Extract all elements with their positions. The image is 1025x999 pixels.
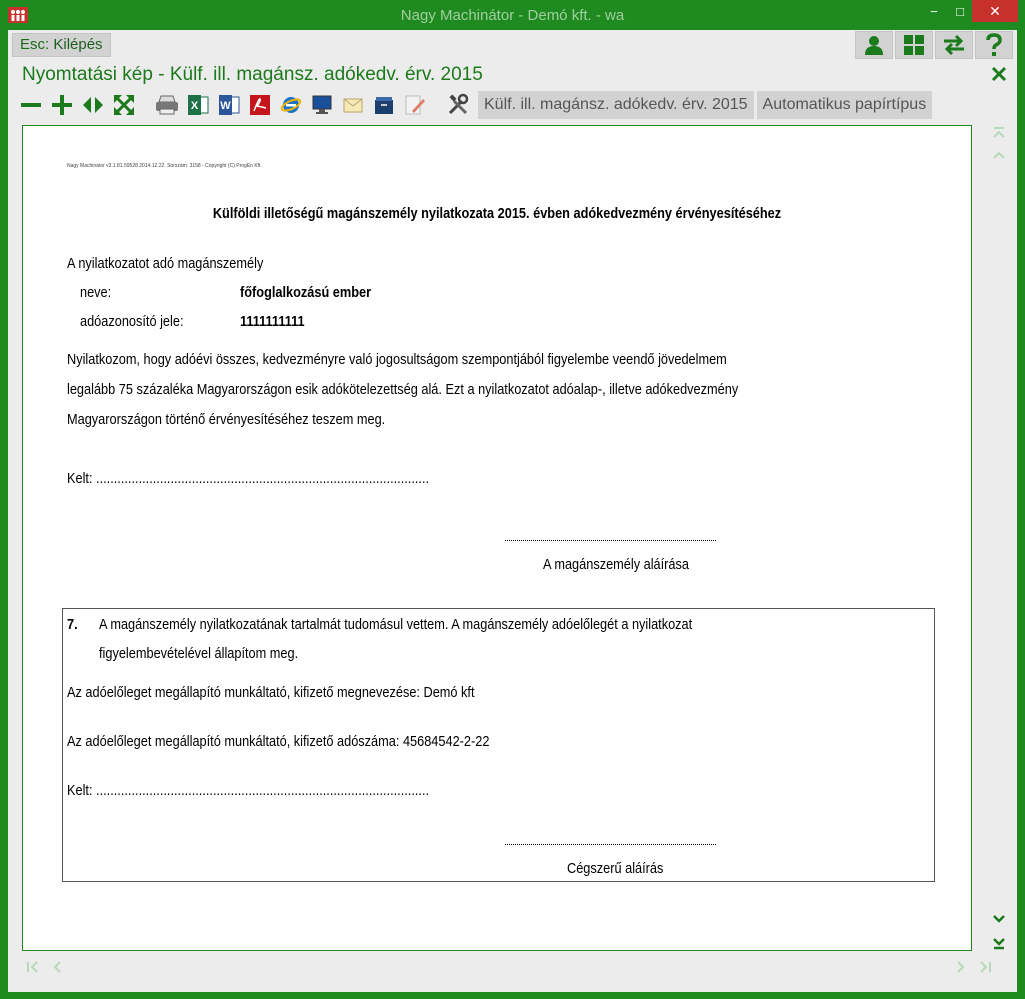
- page-navigation: [16, 957, 1009, 977]
- document: [23, 126, 971, 950]
- kelt-line-2: Kelt: ..............................................................................................: [67, 782, 430, 799]
- archive-button[interactable]: [369, 91, 399, 119]
- pdf-export-button[interactable]: [245, 91, 275, 119]
- chevron-left-icon: [50, 960, 64, 974]
- last-page-icon: [978, 960, 992, 974]
- scroll-down-button[interactable]: [988, 908, 1010, 930]
- word-export-button[interactable]: [214, 91, 244, 119]
- word-icon: [218, 94, 240, 116]
- help-icon: [983, 33, 1005, 57]
- print-preview-page[interactable]: [22, 125, 972, 951]
- section-7-line-2: figyelembevételével állapítom meg.: [99, 645, 299, 662]
- panel-close-button[interactable]: [988, 63, 1010, 85]
- vertical-scroll-controls: [988, 122, 1010, 958]
- email-button[interactable]: [338, 91, 368, 119]
- statement-line-1: Nyilatkozom, hogy adóévi összes, kedvezményre való jogosultságom szempontjából figyelembe veendő jövedelmem: [67, 351, 727, 368]
- close-window-button[interactable]: ✕: [972, 0, 1018, 22]
- grid-icon: [903, 34, 925, 56]
- grid-button[interactable]: [895, 31, 933, 59]
- maximize-button[interactable]: □: [956, 3, 964, 19]
- print-icon: [155, 94, 179, 116]
- chevron-right-icon: [954, 960, 968, 974]
- archive-icon: [373, 94, 395, 116]
- svg-text:W: W: [220, 100, 231, 112]
- excel-icon: [187, 94, 209, 116]
- email-icon: [342, 94, 364, 116]
- employer-name: Az adóelőleget megállapító munkáltató, kifizető megnevezése: Demó kft: [67, 684, 475, 701]
- next-page-button[interactable]: [950, 957, 972, 977]
- document-title: Külföldi illetőségű magánszemély nyilatkozata 2015. évben adókedvezmény érvényesítéséhez: [212, 205, 782, 222]
- taxid-label: adóazonosító jele:: [80, 313, 184, 330]
- first-page-button[interactable]: [22, 957, 44, 977]
- title-bar: [0, 0, 1025, 30]
- panel-title: Nyomtatási kép - Külf. ill. magánsz. adókedv. érv. 2015: [22, 64, 483, 85]
- close-icon: [991, 66, 1007, 82]
- zoom-in-icon: [51, 94, 73, 116]
- name-label: neve:: [80, 284, 112, 301]
- prev-page-button[interactable]: [46, 957, 68, 977]
- first-page-icon: [26, 960, 40, 974]
- edit-icon: [404, 94, 426, 116]
- help-button[interactable]: [975, 31, 1013, 59]
- excel-export-button[interactable]: [183, 91, 213, 119]
- minimize-button[interactable]: −: [930, 3, 938, 19]
- signature-label: A magánszemély aláírása: [543, 556, 690, 573]
- double-chevron-down-icon: [992, 936, 1006, 950]
- report-name-label[interactable]: Külf. ill. magánsz. adókedv. érv. 2015: [478, 91, 754, 119]
- window-title: Nagy Machinátor - Demó kft. - wa: [400, 7, 625, 24]
- pdf-icon: [249, 94, 271, 116]
- fit-width-icon: [82, 94, 104, 116]
- monitor-icon: [311, 94, 333, 116]
- employer-taxid: Az adóelőleget megállapító munkáltató, kifizető adószáma: 45684542-2-22: [67, 733, 490, 750]
- taxid-value: 1111111111: [240, 313, 305, 330]
- browser-icon: [280, 94, 302, 116]
- scroll-up-button[interactable]: [988, 144, 1010, 166]
- fit-page-icon: [113, 94, 135, 116]
- client-area: [8, 30, 1017, 992]
- switch-icon: [942, 34, 966, 56]
- fit-width-button[interactable]: [78, 91, 108, 119]
- company-signature-label: Cégszerű aláírás: [567, 860, 664, 877]
- exit-button[interactable]: [12, 33, 111, 57]
- preview-toolbar: [16, 90, 932, 120]
- chevron-up-icon: [992, 148, 1006, 162]
- exit-key: Esc:: [20, 36, 50, 53]
- scroll-bottom-button[interactable]: [988, 932, 1010, 954]
- statement-line-3: Magyarországon történő érvényesítéséhez teszem meg.: [67, 411, 386, 428]
- zoom-in-button[interactable]: [47, 91, 77, 119]
- tools-icon: [446, 93, 470, 117]
- zoom-out-button[interactable]: [16, 91, 46, 119]
- scroll-top-button[interactable]: [988, 122, 1010, 144]
- screen-view-button[interactable]: [307, 91, 337, 119]
- name-value: főfoglalkozású ember: [240, 284, 372, 301]
- user-button[interactable]: [855, 31, 893, 59]
- settings-button[interactable]: [443, 91, 473, 119]
- section-7-number: 7.: [67, 616, 78, 633]
- user-icon: [863, 34, 885, 56]
- exit-label: Kilépés: [53, 36, 103, 53]
- print-button[interactable]: [152, 91, 182, 119]
- paper-type-selector[interactable]: Automatikus papírtípus: [757, 91, 933, 119]
- switch-button[interactable]: [935, 31, 973, 59]
- statement-line-2: legalább 75 százaléka Magyarországon esik adókötelezettség alá. Ezt a nyilatkozatot adóalap-, illetve adókedvezmény: [67, 381, 739, 398]
- signature-line: [505, 540, 716, 541]
- top-icon-group: [855, 31, 1013, 59]
- last-page-button[interactable]: [974, 957, 996, 977]
- chevron-down-icon: [992, 912, 1006, 926]
- company-signature-line: [505, 844, 716, 845]
- fit-page-button[interactable]: [109, 91, 139, 119]
- document-header: Nagy Machinátor v3.1.81.59528 2014.12.22. Sorszám: 3158 - Copyright (C) ProgEn Kft.: [67, 163, 262, 169]
- double-chevron-up-icon: [992, 126, 1006, 140]
- zoom-out-icon: [20, 94, 42, 116]
- edit-button[interactable]: [400, 91, 430, 119]
- declarant-heading: A nyilatkozatot adó magánszemély: [67, 255, 264, 272]
- browser-export-button[interactable]: [276, 91, 306, 119]
- kelt-line: Kelt: ..............................................................................................: [67, 470, 430, 487]
- top-bar: [8, 30, 1017, 60]
- svg-text:X: X: [190, 100, 199, 112]
- section-7-line-1: A magánszemély nyilatkozatának tartalmát tudomásul vettem. A magánszemély adóelőlegét a nyilatkozat: [99, 616, 693, 633]
